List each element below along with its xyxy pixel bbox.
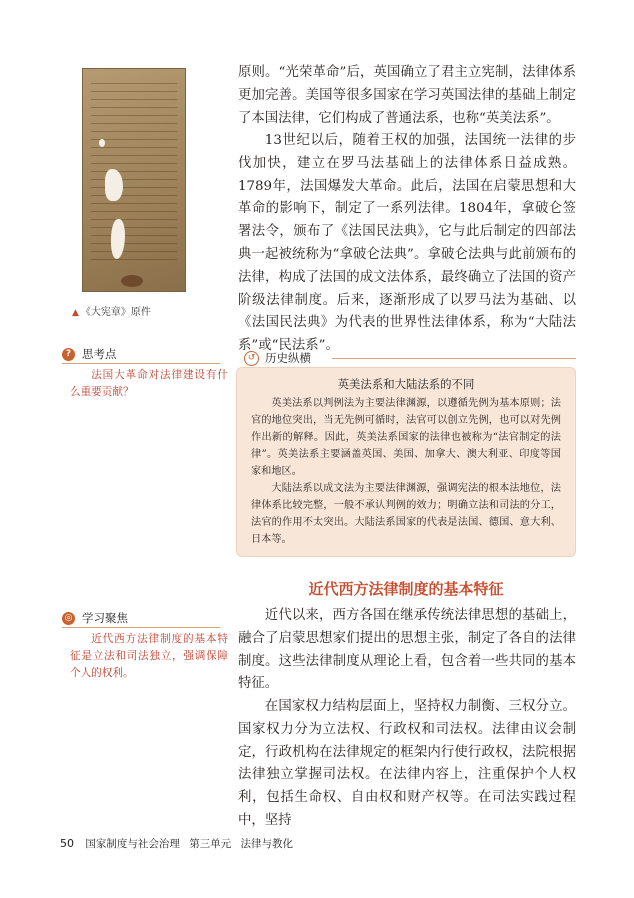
body-paragraph-2: 13世纪以后，随着王权的加强，法国统一法律的步伐加快，建立在罗马法基础上的法律体系日益成熟。1789年，法国爆发大革命。此后，法国在启蒙思想和大革命的影响下，制定了一系列法律。1804年，拿破仑签署法令，颁布了《法国民法典》，它与此后制定的四部法典一起被统称为“拿破仑法典”。拿破仑法典与此前颁布的法律，构成了法国的成文法体系，最终确立了法国的资产阶级法律制度。后来，逐渐形成了以罗马法为基础、以《法国民法典》为代表的世界性法律体系，称为“大陆法系”或“民法系”。 [238, 133, 576, 354]
focus-target-icon: ◎ [62, 612, 75, 625]
history-divider [332, 358, 576, 359]
unit-title: 法律与教化 [240, 838, 294, 850]
history-paragraph-2: 大陆法系以成文法为主要法律渊源，强调宪法的根本法地位，法律体系比较完整，一般不承认判例的效力；明确立法和司法的分工，法官的作用不太突出。大陆法系国家的代表是法国、德国、意大利、日本等。 [251, 483, 561, 545]
history-heading: ↺ 历史纵横 [244, 350, 311, 366]
question-icon: ? [62, 348, 75, 361]
triangle-marker-icon: ▲ [72, 308, 79, 318]
history-paragraph-1: 英美法系以判例法为主要法律渊源，以遵循先例为基本原则；法官的地位突出，当无先例可循时，法官可以创立先例，也可以对先例作出新的解释。因此，英美法系国家的法律也被称为“法官制定的法律”。英美法系主要涵盖英国、美国、加拿大、澳大利亚、印度等国家和地区。 [251, 398, 561, 477]
book-title: 国家制度与社会治理 [85, 838, 180, 850]
history-box-title: 英美法系和大陆法系的不同 [337, 377, 475, 391]
unit-number: 第三单元 [189, 838, 232, 850]
seal-icon [121, 275, 143, 287]
study-focus-heading: ◎ 学习聚焦 [62, 610, 128, 626]
study-focus-body: 近代西方法律制度的基本特征是立法和司法独立，强调保障个人的权利。 [70, 633, 228, 679]
body-paragraph-1: 原则。“光荣革命”后，英国确立了君主立宪制，法律体系更加完善。美国等很多国家在学习英国法律的基础上制定了本国法律，它们构成了普通法系，也称“英美法系”。 [238, 65, 576, 126]
page-footer [60, 836, 293, 851]
history-icon: ↺ [244, 351, 259, 366]
figure-caption: ▲ 《大宪章》原件 [72, 307, 151, 318]
study-focus-divider [62, 627, 220, 628]
think-point-heading: ? 思考点 [62, 346, 117, 362]
think-point-divider [62, 363, 220, 364]
section-paragraph-1: 近代以来，西方各国在继承传统法律思想的基础上，融合了启蒙思想家们提出的思想主张，制定了各自的法律制度。这些法律制度从理论上看，包含着一些共同的基本特征。 [238, 608, 576, 692]
section-title: 近代西方法律制度的基本特征 [308, 580, 504, 598]
page-number: 50 [60, 837, 74, 850]
think-point-body: 法国大革命对法律建设有什么重要贡献？ [70, 369, 228, 398]
section-paragraph-2: 在国家权力结构层面上，坚持权力制衡、三权分立。国家权力分为立法权、行政权和司法权。法律由议会制定，行政机构在法律规定的框架内行使行政权，法院根据法律独立掌握司法权。在法律内容上，注重保护个人权利，包括生命权、自由权和财产权等。在司法实践过程中，坚持 [238, 699, 576, 828]
magna-carta-image [82, 68, 186, 292]
